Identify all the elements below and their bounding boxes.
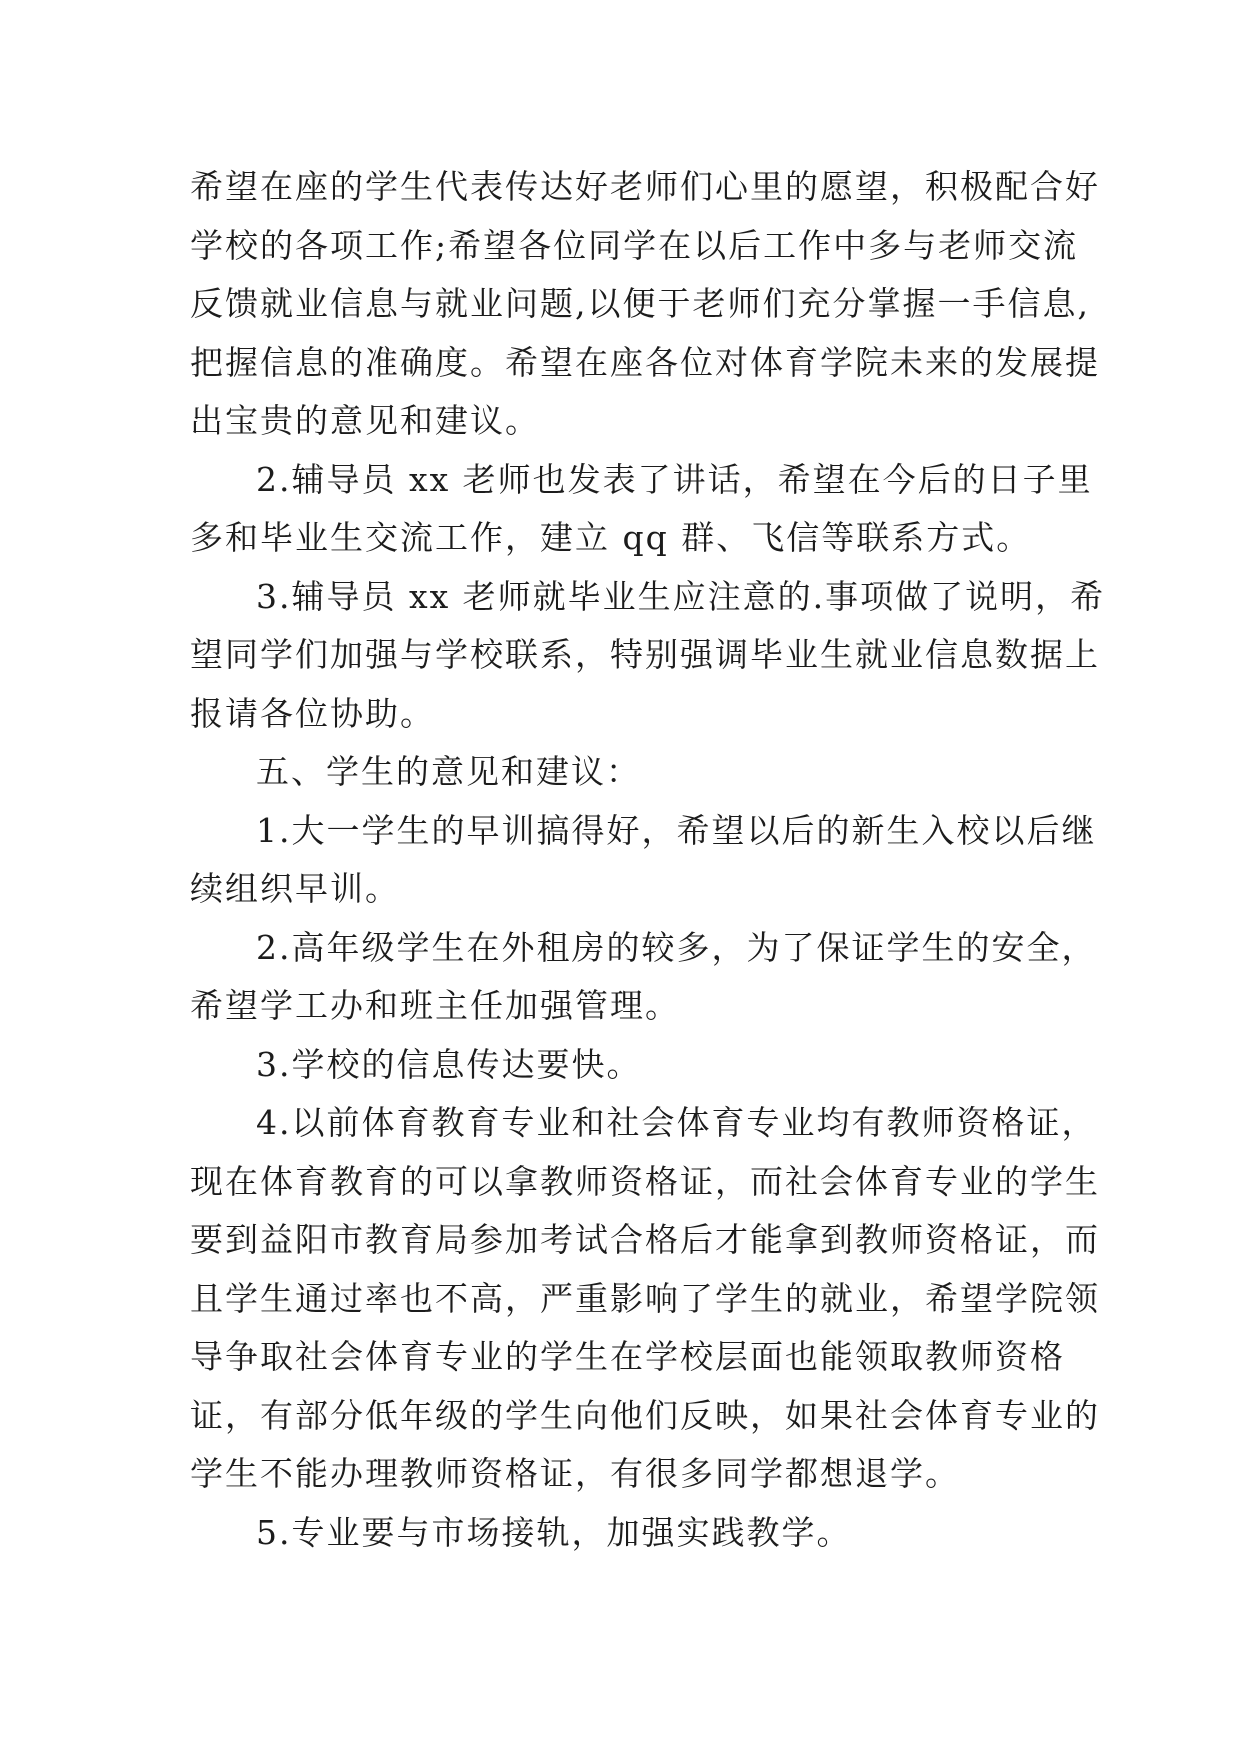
text-line: 2.辅导员 xx 老师也发表了讲话，希望在今后的日子里: [256, 459, 1093, 499]
text-line: 希望学工办和班主任加强管理。: [190, 986, 680, 1025]
text-line: 要到益阳市教育局参加考试合格后才能拿到教师资格证，而: [190, 1220, 1100, 1259]
text-line: 反馈就业信息与就业问题,以便于老师们充分掌握一手信息,: [190, 284, 1090, 323]
text-line: 把握信息的准确度。希望在座各位对体育学院未来的发展提: [190, 342, 1100, 382]
text-line: 证，有部分低年级的学生向他们反映，如果社会体育专业的: [190, 1395, 1100, 1435]
text-line: 望同学们加强与学校联系，特别强调毕业生就业信息数据上: [190, 635, 1100, 674]
text-line: 3.学校的信息传达要快。: [256, 1044, 642, 1084]
text-line: 5.专业要与市场接轨，加强实践教学。: [256, 1512, 852, 1552]
text-line: 导争取社会体育专业的学生在学校层面也能领取教师资格: [190, 1337, 1065, 1376]
text-line: 2.高年级学生在外租房的较多，为了保证学生的安全，: [256, 927, 1097, 967]
text-line: 多和毕业生交流工作，建立 qq 群、飞信等联系方式。: [190, 518, 1032, 557]
text-line: 续组织早训。: [190, 869, 400, 908]
text-line: 报请各位协助。: [190, 693, 435, 733]
text-line: 现在体育教育的可以拿教师资格证，而社会体育专业的学生: [190, 1161, 1100, 1201]
document-body: [190, 158, 1106, 1562]
text-line: 3.辅导员 xx 老师就毕业生应注意的.事项做了说明，希: [256, 576, 1106, 616]
text-line: 学校的各项工作;希望各位同学在以后工作中多与老师交流: [190, 225, 1079, 265]
text-line: 4.以前体育教育专业和社会体育专业均有教师资格证，: [256, 1103, 1097, 1142]
text-line: 且学生通过率也不高，严重影响了学生的就业，希望学院领: [190, 1278, 1100, 1318]
text-line: 五、学生的意见和建议：: [256, 752, 641, 791]
text-line: 希望在座的学生代表传达好老师们心里的愿望，积极配合好: [190, 167, 1100, 206]
text-line: 学生不能办理教师资格证，有很多同学都想退学。: [190, 1454, 960, 1493]
text-line: 1.大一学生的早训搞得好，希望以后的新生入校以后继: [256, 810, 1097, 850]
text-line: 出宝贵的意见和建议。: [190, 401, 540, 440]
